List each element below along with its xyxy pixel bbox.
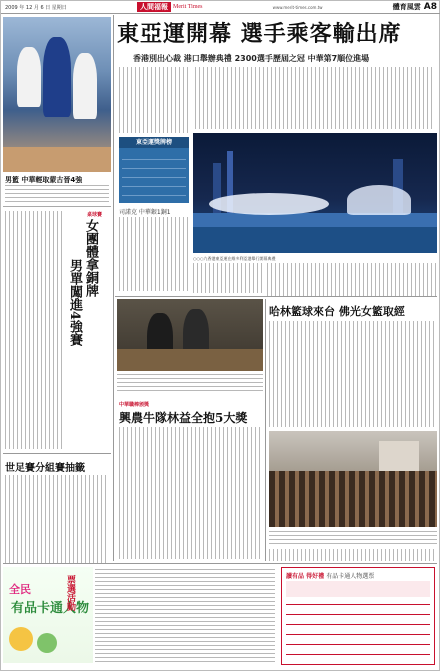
brand-english: Merit Times (172, 4, 203, 10)
concert-photo (269, 431, 437, 527)
baseball-awards-photo (117, 299, 263, 371)
baseball-awards-caption (117, 374, 263, 394)
medal-table (122, 150, 186, 196)
table-row (122, 168, 186, 177)
column-rule (113, 15, 114, 561)
medal-table-box (119, 137, 189, 203)
issue-date: 2009 年 12 月 6 日 星期日 (5, 4, 67, 11)
promo-title-1: 全民 (9, 583, 31, 596)
main-article-body (119, 67, 189, 133)
main-article-body (193, 263, 263, 293)
section-label (393, 2, 437, 12)
main-headline: 東亞運開幕 選手乘客輸出席 (117, 21, 402, 47)
main-article-body (195, 67, 435, 129)
promo-rules-text (95, 569, 275, 663)
main-subheadline: 香港別出心裁 港口舉辦典禮 2300選手歷屆之冠 中華第7順位進場 (133, 54, 370, 63)
photo-caption-title: 男籃 中華輕取蒙古晉4強 (5, 176, 83, 184)
baseball-article-body (119, 427, 263, 559)
main-article-body (267, 263, 437, 297)
divider (115, 296, 437, 297)
harlem-article-body (269, 321, 437, 427)
photo-caption-text (5, 185, 109, 203)
divider (3, 453, 111, 454)
opening-ceremony-photo (193, 133, 437, 253)
concert-caption (269, 531, 437, 547)
table-tennis-tag: 桌球賽 (87, 212, 103, 218)
ballot-form-title (286, 571, 374, 580)
form-line (286, 644, 430, 645)
baseball-awards-headline: 興農牛隊林益全抱5大獎 (119, 411, 248, 425)
masthead (1, 1, 440, 14)
form-line (286, 604, 430, 605)
page-number: A8 (423, 2, 437, 12)
brand-logo: 人間福報 (137, 2, 171, 12)
table-row (122, 177, 186, 186)
harlem-basketball-headline: 哈林籃球來台 佛光女籃取經 (269, 305, 405, 318)
medal-table-title: 東亞運獎牌榜 (119, 137, 189, 148)
column-rule (265, 299, 266, 561)
section-name: 體育風雲 (392, 3, 421, 11)
snooker-caption: 司諾克 中華銀1銅1 (119, 209, 171, 216)
harlem-article-body (269, 549, 437, 561)
ballot-form-subtitle: 有品卡通人物選票 (326, 573, 375, 580)
ballot-form (281, 567, 435, 665)
table-tennis-headline-2: 男單闖進4強賽 (67, 259, 82, 347)
baseball-awards-tag: 中華職棒頒獎 (119, 402, 150, 408)
world-cup-headline: 世足賽分組賽抽籤 (5, 463, 85, 474)
ballot-form-title-main: 讀有品 得好禮 (286, 573, 325, 580)
form-line (286, 624, 430, 625)
divider (3, 206, 111, 207)
table-tennis-article-body (5, 211, 63, 449)
form-line (286, 614, 430, 615)
form-line (286, 654, 430, 655)
table-row (122, 186, 186, 195)
table-tennis-headline-1: 女團體拿銅牌 (83, 219, 98, 297)
website: www.merit-times.com.tw (272, 4, 323, 10)
ballot-form-header (286, 581, 430, 597)
promo-vertical-title: 票選活動 (65, 575, 75, 611)
world-cup-article-body (5, 475, 109, 563)
snooker-article-body (119, 217, 189, 291)
basketball-photo (3, 17, 111, 172)
promo-title-2: 有品卡通人物 (11, 601, 90, 616)
form-line (286, 634, 430, 635)
table-row (122, 150, 186, 159)
table-row (122, 159, 186, 168)
brand (137, 2, 203, 12)
opening-ceremony-caption: ○○○九香港東亞運在維多利亞港舉行開幕典禮 (193, 256, 276, 261)
